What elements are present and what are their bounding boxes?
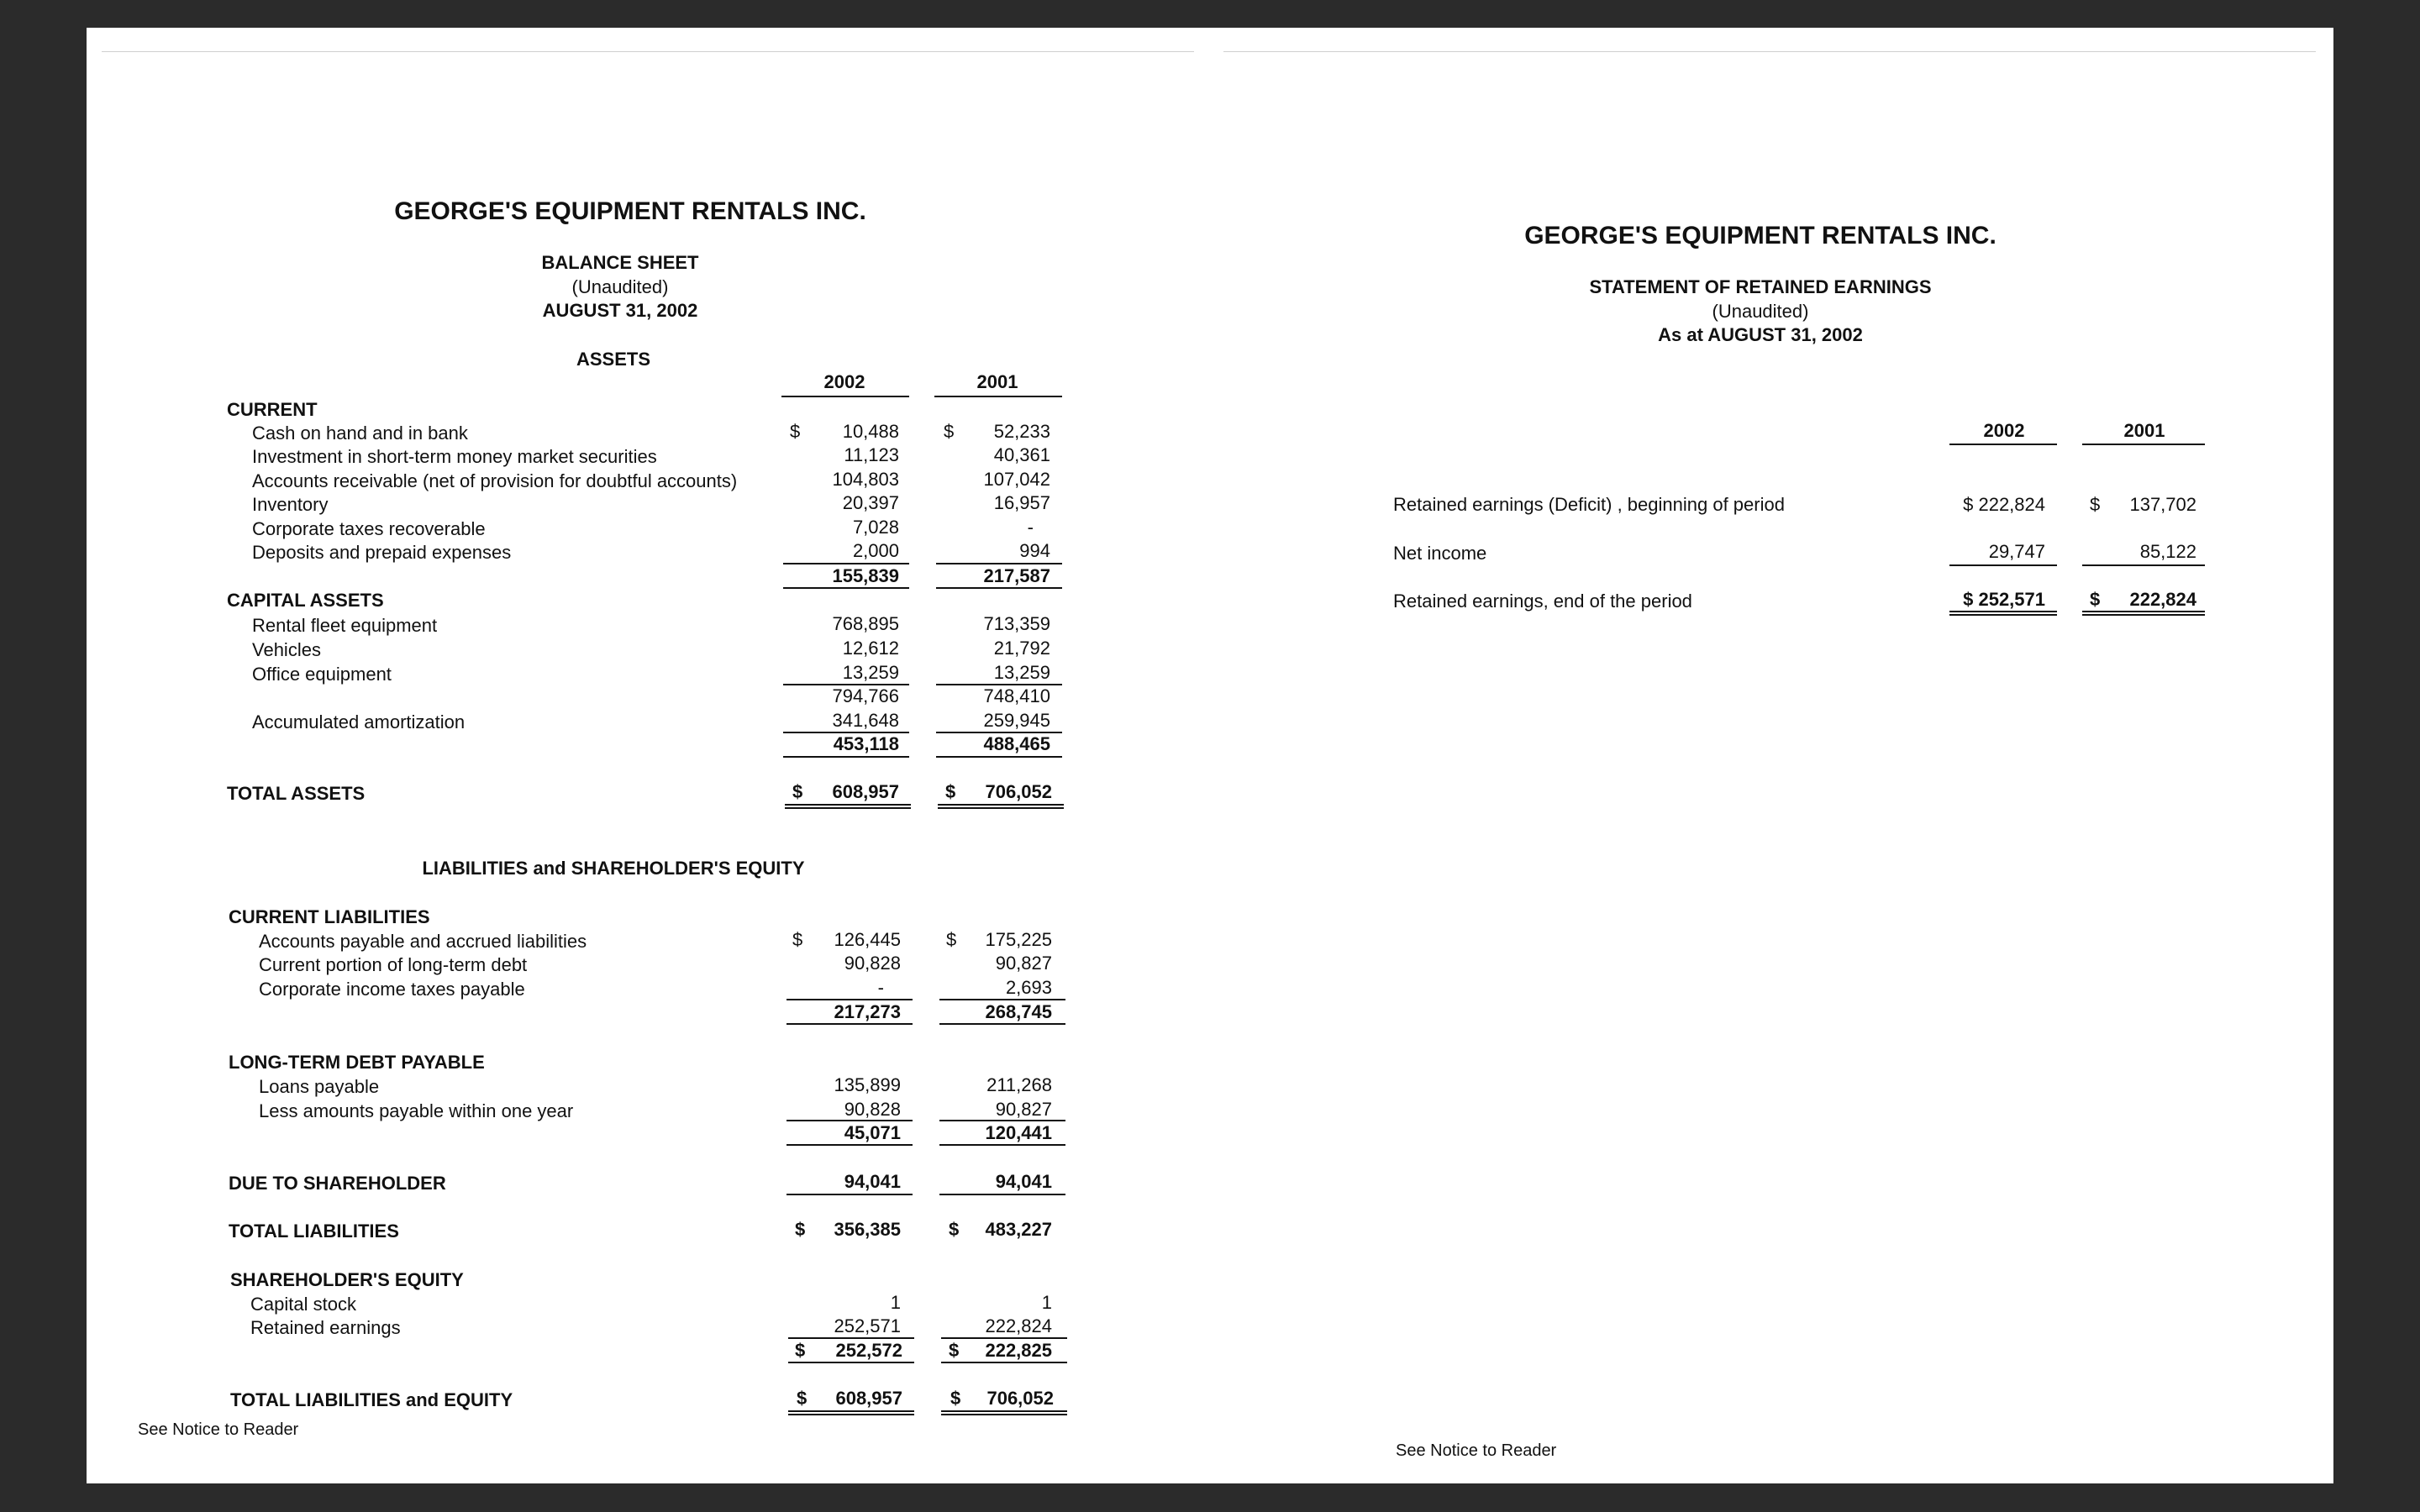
- total-rule: [939, 1023, 1065, 1025]
- total-rule: [786, 1194, 913, 1195]
- row-label-accumulated-amortization: Accumulated amortization: [252, 711, 466, 732]
- total-long-term-debt-2001: 120,441: [985, 1122, 1052, 1143]
- header-underline-2001: [934, 396, 1062, 397]
- value-taxes-recoverable-2002: 7,028: [852, 517, 899, 538]
- row-label-rental-fleet: Rental fleet equipment: [252, 615, 438, 636]
- value-accounts-payable-2001: 175,225: [985, 929, 1052, 950]
- value-less-current-2002: 90,828: [844, 1099, 901, 1120]
- value-investment-2001: 40,361: [993, 444, 1050, 465]
- value-cash-2002: 10,488: [842, 421, 899, 442]
- notice-to-reader: See Notice to Reader: [138, 1420, 299, 1439]
- subtotal-rule: [786, 1120, 913, 1121]
- row-label-inventory: Inventory: [252, 494, 329, 515]
- value-retained-earnings-2001: 222,824: [985, 1315, 1052, 1336]
- double-underline: [785, 804, 911, 809]
- column-header-2002: 2002: [1983, 420, 2025, 441]
- total-assets-2001: 706,052: [985, 781, 1052, 802]
- assets-heading: ASSETS: [576, 349, 651, 370]
- header-underline-2002: [1949, 444, 2057, 445]
- value-loans-payable-2001: 211,268: [986, 1074, 1052, 1095]
- total-equity-2001: 222,825: [985, 1340, 1052, 1361]
- row-label-receivable: Accounts receivable (net of provision for doubtful accounts): [252, 470, 738, 491]
- value-end-2002: $ 252,571: [1963, 589, 2045, 610]
- capital-subtotal-2001: 748,410: [983, 685, 1050, 706]
- row-label-investment: Investment in short-term money market securities: [252, 446, 657, 467]
- value-less-current-2001: 90,827: [995, 1099, 1052, 1120]
- value-vehicles-2002: 12,612: [842, 638, 899, 659]
- header-underline-2002: [781, 396, 909, 397]
- statement-title: STATEMENT OF RETAINED EARNINGS: [1589, 276, 1932, 297]
- total-current-assets-2002: 155,839: [832, 565, 899, 586]
- value-deposits-2001: 994: [1019, 540, 1050, 561]
- value-capital-stock-2001: 1: [1041, 1292, 1052, 1313]
- total-current-liabilities-2002: 217,273: [834, 1001, 901, 1022]
- double-underline: [1949, 611, 2057, 616]
- value-amortization-2002: 341,648: [832, 710, 899, 731]
- total-assets-label: TOTAL ASSETS: [227, 783, 366, 804]
- subtotal-rule: [783, 563, 909, 564]
- value-end-2001: 222,824: [2129, 589, 2196, 610]
- dollar-sign: $: [792, 781, 803, 802]
- company-title: GEORGE'S EQUIPMENT RENTALS INC.: [1524, 222, 1996, 249]
- subtotal-rule: [786, 999, 913, 1000]
- subtotal-rule: [939, 999, 1065, 1000]
- value-amortization-2001: 259,945: [983, 710, 1050, 731]
- double-underline: [941, 1410, 1067, 1415]
- total-rule: [786, 1144, 913, 1146]
- value-beginning-2001: 137,702: [2129, 494, 2196, 515]
- total-liabilities-equity-2002: 608,957: [835, 1388, 902, 1409]
- row-label-retained-earnings: Retained earnings: [250, 1317, 401, 1338]
- value-investment-2002: 11,123: [844, 444, 899, 465]
- row-label-beginning-period: Retained earnings (Deficit) , beginning of period: [1393, 494, 1785, 515]
- row-label-capital-stock: Capital stock: [250, 1294, 356, 1315]
- value-rental-fleet-2002: 768,895: [832, 613, 899, 634]
- total-equity-2002: 252,572: [835, 1340, 902, 1361]
- total-rule: [783, 756, 909, 758]
- value-beginning-2002: $ 222,824: [1963, 494, 2045, 515]
- row-label-loans-payable: Loans payable: [259, 1076, 380, 1097]
- column-header-2001: 2001: [976, 371, 1018, 392]
- value-cash-2001: 52,233: [993, 421, 1050, 442]
- double-underline: [2082, 611, 2205, 616]
- unaudited-note: (Unaudited): [571, 276, 669, 297]
- total-rule: [939, 1194, 1065, 1195]
- unaudited-note: (Unaudited): [1712, 301, 1809, 322]
- subtotal-rule: [1949, 564, 2057, 566]
- notice-to-reader: See Notice to Reader: [1396, 1441, 1557, 1460]
- total-rule: [783, 587, 909, 589]
- value-rental-fleet-2001: 713,359: [983, 613, 1050, 634]
- total-liabilities-equity-2001: 706,052: [986, 1388, 1054, 1409]
- value-vehicles-2001: 21,792: [993, 638, 1050, 659]
- double-underline: [938, 804, 1064, 809]
- value-receivable-2001: 107,042: [983, 469, 1050, 490]
- value-income-taxes-2002: -: [877, 977, 884, 998]
- net-capital-assets-2002: 453,118: [833, 733, 899, 754]
- subtotal-rule: [936, 563, 1062, 564]
- capital-assets-heading: CAPITAL ASSETS: [227, 590, 384, 611]
- page-top-rule-right: [1223, 51, 2316, 52]
- dollar-sign: $: [949, 1340, 960, 1361]
- total-rule: [939, 1144, 1065, 1146]
- total-long-term-debt-2002: 45,071: [844, 1122, 901, 1143]
- dollar-sign: $: [949, 1219, 960, 1240]
- dollar-sign: $: [946, 929, 957, 950]
- net-capital-assets-2001: 488,465: [983, 733, 1050, 754]
- value-office-equipment-2001: 13,259: [993, 662, 1050, 683]
- value-office-equipment-2002: 13,259: [842, 662, 899, 683]
- value-current-portion-2002: 90,828: [844, 953, 901, 974]
- statement-date: AUGUST 31, 2002: [542, 300, 698, 321]
- dollar-sign: $: [795, 1340, 806, 1361]
- value-capital-stock-2002: 1: [890, 1292, 901, 1313]
- dollar-sign: $: [945, 781, 956, 802]
- row-label-current-portion: Current portion of long-term debt: [259, 954, 528, 975]
- row-label-office-equipment: Office equipment: [252, 664, 392, 685]
- value-loans-payable-2002: 135,899: [834, 1074, 901, 1095]
- double-underline: [788, 1410, 914, 1415]
- subtotal-rule: [939, 1120, 1065, 1121]
- subtotal-rule: [941, 1337, 1067, 1339]
- total-liabilities-equity-label: TOTAL LIABILITIES and EQUITY: [230, 1389, 513, 1410]
- total-liabilities-label: TOTAL LIABILITIES: [229, 1221, 399, 1242]
- dollar-sign: $: [797, 1388, 808, 1409]
- column-header-2002: 2002: [823, 371, 865, 392]
- dollar-sign: $: [2090, 494, 2101, 515]
- row-label-net-income: Net income: [1393, 543, 1487, 564]
- total-rule: [788, 1362, 914, 1363]
- dollar-sign: $: [950, 1388, 961, 1409]
- statement-date: As at AUGUST 31, 2002: [1658, 324, 1863, 345]
- header-underline-2001: [2082, 444, 2205, 445]
- row-label-vehicles: Vehicles: [252, 639, 321, 660]
- total-rule: [936, 756, 1062, 758]
- page-top-rule-left: [102, 51, 1194, 52]
- value-inventory-2001: 16,957: [993, 492, 1050, 513]
- liabilities-equity-heading: LIABILITIES and SHAREHOLDER'S EQUITY: [422, 858, 805, 879]
- value-deposits-2002: 2,000: [852, 540, 899, 561]
- total-assets-2002: 608,957: [832, 781, 899, 802]
- value-retained-earnings-2002: 252,571: [834, 1315, 901, 1336]
- dollar-sign: $: [790, 421, 801, 442]
- total-rule: [936, 587, 1062, 589]
- value-current-portion-2001: 90,827: [995, 953, 1052, 974]
- current-assets-heading: CURRENT: [227, 399, 318, 420]
- due-to-shareholder-2001: 94,041: [995, 1171, 1052, 1192]
- value-net-income-2001: 85,122: [2139, 541, 2196, 562]
- total-rule: [786, 1023, 913, 1025]
- total-current-assets-2001: 217,587: [983, 565, 1050, 586]
- capital-subtotal-2002: 794,766: [832, 685, 899, 706]
- total-liabilities-2001: 483,227: [985, 1219, 1052, 1240]
- row-label-deposits: Deposits and prepaid expenses: [252, 542, 512, 563]
- value-income-taxes-2001: 2,693: [1005, 977, 1052, 998]
- dollar-sign: $: [792, 929, 803, 950]
- row-label-less-current: Less amounts payable within one year: [259, 1100, 574, 1121]
- total-liabilities-2002: 356,385: [834, 1219, 901, 1240]
- due-to-shareholder-label: DUE TO SHAREHOLDER: [229, 1173, 446, 1194]
- subtotal-rule: [2082, 564, 2205, 566]
- long-term-debt-heading: LONG-TERM DEBT PAYABLE: [229, 1052, 485, 1073]
- company-title: GEORGE'S EQUIPMENT RENTALS INC.: [394, 197, 866, 225]
- dollar-sign: $: [795, 1219, 806, 1240]
- column-header-2001: 2001: [2123, 420, 2165, 441]
- dollar-sign: $: [944, 421, 955, 442]
- row-label-taxes-recoverable: Corporate taxes recoverable: [252, 518, 486, 539]
- value-inventory-2002: 20,397: [842, 492, 899, 513]
- shareholders-equity-heading: SHAREHOLDER'S EQUITY: [230, 1269, 464, 1290]
- value-taxes-recoverable-2001: -: [1027, 517, 1034, 538]
- total-rule: [941, 1362, 1067, 1363]
- subtotal-rule: [788, 1337, 914, 1339]
- total-current-liabilities-2001: 268,745: [985, 1001, 1052, 1022]
- value-net-income-2002: 29,747: [1988, 541, 2045, 562]
- row-label-end-period: Retained earnings, end of the period: [1393, 591, 1692, 612]
- row-label-income-taxes-payable: Corporate income taxes payable: [259, 979, 525, 1000]
- dollar-sign: $: [2090, 589, 2101, 610]
- value-accounts-payable-2002: 126,445: [834, 929, 901, 950]
- due-to-shareholder-2002: 94,041: [844, 1171, 901, 1192]
- row-label-accounts-payable: Accounts payable and accrued liabilities: [259, 931, 587, 952]
- row-label-cash: Cash on hand and in bank: [252, 423, 468, 444]
- value-receivable-2002: 104,803: [832, 469, 899, 490]
- statement-title: BALANCE SHEET: [541, 252, 699, 273]
- current-liabilities-heading: CURRENT LIABILITIES: [229, 906, 430, 927]
